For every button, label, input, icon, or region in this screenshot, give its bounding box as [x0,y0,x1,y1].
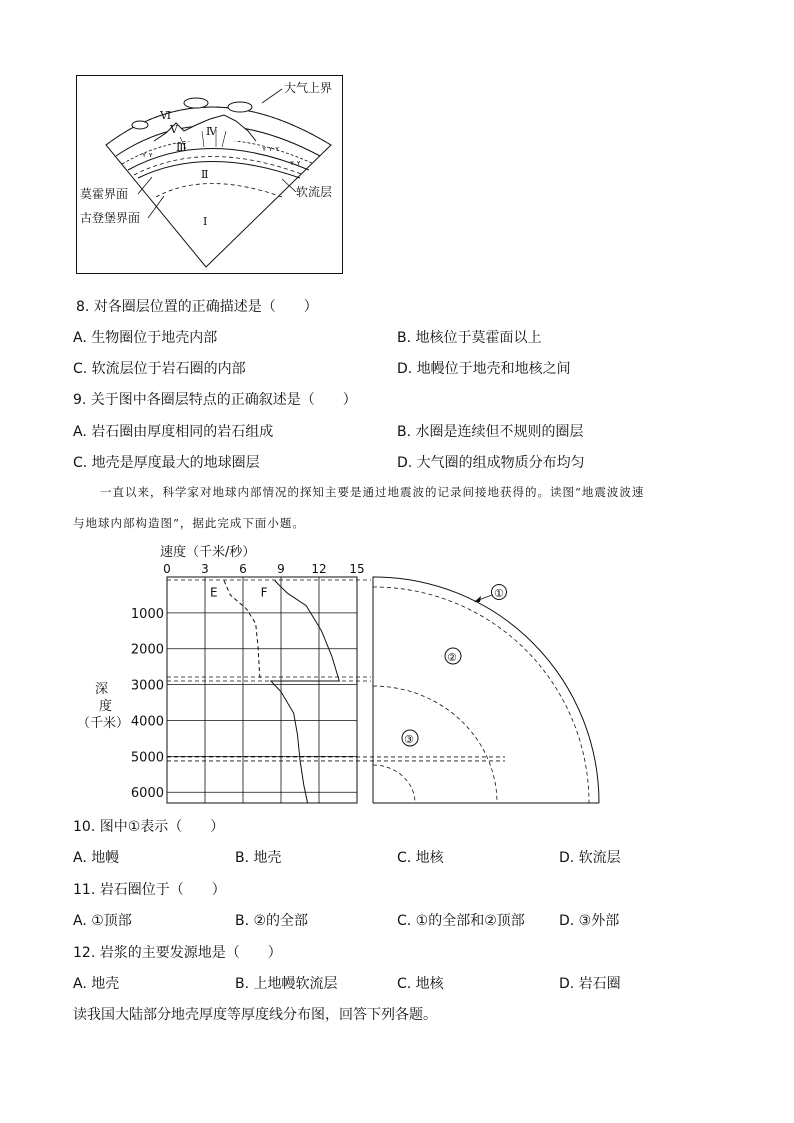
q9-option-d[interactable]: D. 大气圈的组成物质分布均匀 [397,455,585,471]
label-layer-3: Ⅲ [176,141,187,154]
label-layer-1: Ⅰ [203,215,208,228]
y-tick-label: 5000 [130,750,164,766]
y-tick-label: 6000 [130,786,164,802]
x-axis-title: 速度（千米/秒） [160,545,256,560]
series-line-E [224,581,261,681]
svg-text:ʏ ʏ ʏ: ʏ ʏ ʏ [262,145,280,153]
layer-marker-3: ③ [404,733,414,746]
intro-text-line-1: 一直以来，科学家对地球内部情况的探知主要是通过地震波的记录间接地获得的。读图“地震波波速 [100,485,645,499]
label-layer-4: Ⅳ [206,125,217,138]
q8-stem: 8. 对各圈层位置的正确描述是（ ） [76,299,318,315]
layer-marker-2: ② [447,651,457,664]
earth-spheres-diagram [76,75,344,275]
y-axis-title: 深 度 （千米） [77,682,130,731]
svg-text:ʏ ʏ: ʏ ʏ [290,159,301,167]
q10-option-b[interactable]: B. 地壳 [235,850,282,866]
q12-option-b[interactable]: B. 上地幔软流层 [235,976,338,992]
q11-option-a[interactable]: A. ①顶部 [73,913,132,929]
q8-option-a[interactable]: A. 生物圈位于地壳内部 [73,330,218,346]
y-tick-label: 4000 [130,714,164,730]
series-label-F: F [260,585,268,600]
q10-option-d[interactable]: D. 软流层 [559,850,621,866]
y-tick-label: 1000 [130,606,164,622]
earth-interior-structure [373,577,599,803]
x-tick-label: 0 [163,562,171,576]
seismic-wave-chart [77,540,615,808]
label-atmosphere-upper: 大气上界 [284,81,333,95]
svg-text:ʏ ʏ: ʏ ʏ [142,151,153,159]
q11-stem: 11. 岩石圈位于（ ） [73,882,226,898]
x-tick-label: 3 [201,562,209,576]
q9-option-c[interactable]: C. 地壳是厚度最大的地球圈层 [73,455,260,471]
label-layer-2: Ⅱ [201,168,209,181]
closing-instruction: 读我国大陆部分地壳厚度等厚度线分布图，回答下列各题。 [73,1007,437,1023]
q12-option-a[interactable]: A. 地壳 [73,976,120,992]
series-label-E: E [210,585,218,600]
plot-frame [167,577,357,803]
y-tick-label: 3000 [130,678,164,694]
q10-option-a[interactable]: A. 地幔 [73,850,120,866]
label-layer-6: Ⅵ [160,109,172,122]
q11-option-d[interactable]: D. ③外部 [559,913,620,929]
q11-option-c[interactable]: C. ①的全部和②顶部 [397,913,525,929]
layer-marker-1: ① [494,587,504,600]
q8-option-b[interactable]: B. 地核位于莫霍面以上 [397,330,542,346]
x-tick-label: 6 [239,562,247,576]
label-gutenberg: 古登堡界面 [80,211,141,225]
label-asthenosphere: 软流层 [296,185,333,199]
q8-option-c[interactable]: C. 软流层位于岩石圈的内部 [73,361,246,377]
q12-option-c[interactable]: C. 地核 [397,976,444,992]
q10-option-c[interactable]: C. 地核 [397,850,444,866]
q12-option-d[interactable]: D. 岩石圈 [559,976,621,992]
intro-text-line-2: 与地球内部构造图”，据此完成下面小题。 [73,516,305,530]
q11-option-b[interactable]: B. ②的全部 [235,913,309,929]
y-tick-label: 2000 [130,642,164,658]
x-tick-label: 12 [311,562,327,576]
label-moho: 莫霍界面 [80,187,129,201]
q9-stem: 9. 关于图中各圈层特点的正确叙述是（ ） [73,392,357,408]
q9-option-b[interactable]: B. 水圈是连续但不规则的圈层 [397,424,584,440]
x-tick-label: 9 [277,562,285,576]
label-layer-5: Ⅴ [170,123,178,136]
x-tick-label: 15 [349,562,365,576]
q9-option-a[interactable]: A. 岩石圈由厚度相同的岩石组成 [73,424,274,440]
q8-option-d[interactable]: D. 地幔位于地壳和地核之间 [397,361,571,377]
q12-stem: 12. 岩浆的主要发源地是（ ） [73,945,282,961]
q10-stem: 10. 图中①表示（ ） [73,819,225,835]
